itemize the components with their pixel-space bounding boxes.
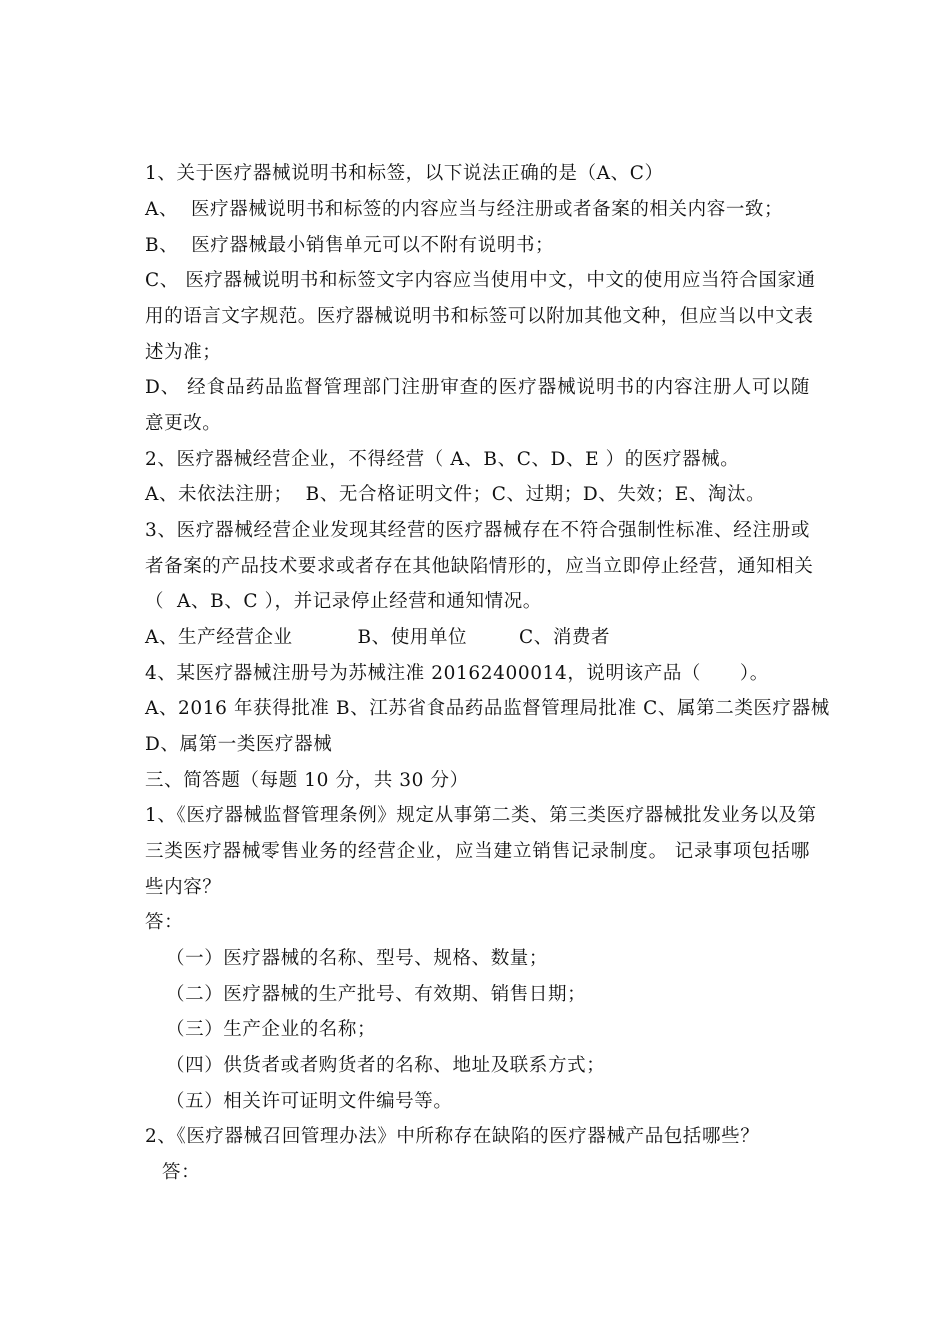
- sq1-answer-item-4: （四）供货者或者购货者的名称、地址及联系方式；: [166, 1055, 606, 1076]
- q1-option-d-line1: D、 经食品药品监督管理部门注册审查的医疗器械说明书的内容注册人可以随: [145, 377, 810, 398]
- q1-option-c-line1: C、 医疗器械说明书和标签文字内容应当使用中文，中文的使用应当符合国家通: [145, 270, 816, 291]
- q2-options: A、未依法注册； B、无合格证明文件；C、过期；D、失效；E、淘汰。: [145, 484, 766, 505]
- q1-option-c-line3: 述为准；: [145, 342, 222, 363]
- q3-options: A、生产经营企业 B、使用单位 C、消费者: [145, 627, 611, 648]
- q3-stem-line2: 者备案的产品技术要求或者存在其他缺陷情形的，应当立即停止经营，通知相关: [145, 556, 814, 577]
- sq1-answer-item-3: （三）生产企业的名称；: [166, 1019, 377, 1040]
- q3-stem-line3: （ A、B、C ），并记录停止经营和通知情况。: [145, 591, 542, 612]
- q1-stem: 1、关于医疗器械说明书和标签，以下说法正确的是（A、C）: [145, 163, 664, 184]
- q4-stem: 4、某医疗器械注册号为苏械注准 20162400014，说明该产品（ ）。: [145, 663, 769, 684]
- q4-options-line1: A、2016 年获得批准 B、江苏省食品药品监督管理局批准 C、属第二类医疗器械: [145, 698, 830, 719]
- sq1-answer-label: 答：: [145, 912, 184, 933]
- sq1-stem-line1: 1、《医疗器械监督管理条例》规定从事第二类、第三类医疗器械批发业务以及第: [145, 805, 817, 826]
- q4-options-line2: D、属第一类医疗器械: [145, 734, 333, 755]
- section-heading: 三、简答题（每题 10 分，共 30 分）: [145, 770, 469, 791]
- q1-option-a: A、 医疗器械说明书和标签的内容应当与经注册或者备案的相关内容一致；: [145, 199, 784, 220]
- sq2-stem: 2、《医疗器械召回管理办法》中所称存在缺陷的医疗器械产品包括哪些？: [145, 1126, 760, 1147]
- q1-option-c-line2: 用的语言文字规范。医疗器械说明书和标签可以附加其他文种，但应当以中文表: [145, 306, 814, 327]
- q2-stem: 2、医疗器械经营企业，不得经营（ A、B、C、D、E ）的医疗器械。: [145, 449, 740, 470]
- q3-stem-line1: 3、医疗器械经营企业发现其经营的医疗器械存在不符合强制性标准、经注册或: [145, 520, 810, 541]
- sq2-answer-label: 答：: [162, 1162, 201, 1183]
- sq1-answer-item-2: （二）医疗器械的生产批号、有效期、销售日期；: [166, 984, 587, 1005]
- q1-option-b: B、 医疗器械最小销售单元可以不附有说明书；: [145, 235, 555, 256]
- sq1-answer-item-5: （五）相关许可证明文件编号等。: [166, 1091, 453, 1112]
- q1-option-d-line2: 意更改。: [145, 413, 222, 434]
- sq1-stem-line2: 三类医疗器械零售业务的经营企业，应当建立销售记录制度。 记录事项包括哪: [145, 841, 810, 862]
- sq1-answer-item-1: （一）医疗器械的名称、型号、规格、数量；: [166, 948, 549, 969]
- sq1-stem-line3: 些内容？: [145, 877, 222, 898]
